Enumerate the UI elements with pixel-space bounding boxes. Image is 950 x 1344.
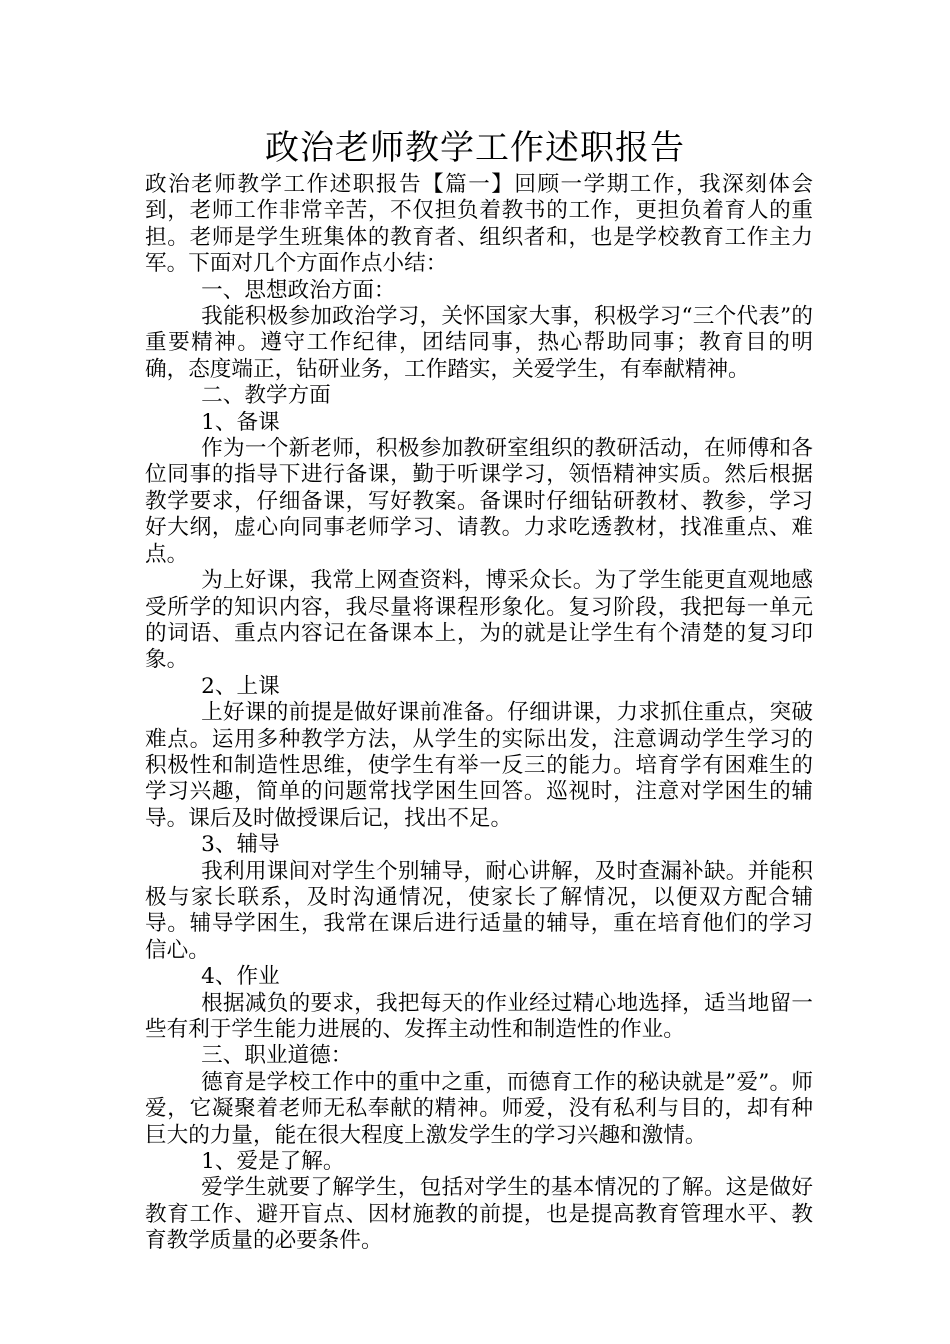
- document-title: 政治老师教学工作述职报告: [265, 128, 685, 168]
- subheading-love-understanding: 1、爱是了解。: [201, 1149, 345, 1175]
- section-heading-ethics: 三、职业道德：: [201, 1043, 353, 1069]
- section-heading-ideology: 一、思想政治方面：: [201, 277, 396, 303]
- document-body: [145, 172, 813, 1255]
- paragraph-love-understanding: 爱学生就要了解学生，包括对学生的基本情况的了解。这是做好教育工作、避开盲点、因材施教的前提，也是提高教育管理水平、教育教学质量的必要条件。: [145, 1175, 813, 1254]
- paragraph-homework: 根据减负的要求，我把每天的作业经过精心地选择，适当地留一些有利于学生能力进展的、发挥主动性和制造性的作业。: [145, 990, 813, 1042]
- paragraph-lesson-prep-1: 作为一个新老师，积极参加教研室组织的教研活动，在师傅和各位同事的指导下进行备课，勤于听课学习，领悟精神实质。然后根据教学要求，仔细备课，写好教案。备课时仔细钻研教材、教参，学习好大纲，虚心向同事老师学习、请教。力求吃透教材，找准重点、难点。: [145, 436, 813, 567]
- section-paragraph-ethics: 德育是学校工作中的重中之重，而德育工作的秘诀就是”爱”。师爱，它凝聚着老师无私奉献的精神。师爱，没有私利与目的，却有种巨大的力量，能在很大程度上激发学生的学习兴趣和激情。: [145, 1069, 813, 1148]
- section-heading-teaching: 二、教学方面: [201, 383, 331, 409]
- subheading-class: 2、上课: [201, 673, 280, 699]
- paragraph-lesson-prep-2: 为上好课，我常上网查资料，博采众长。为了学生能更直观地感受所学的知识内容，我尽量将课程形象化。复习阶段，我把每一单元的词语、重点内容记在备课本上，为的就是让学生有个清楚的复习印象。: [145, 568, 813, 673]
- paragraph-tutoring: 我利用课间对学生个别辅导，耐心讲解，及时查漏补缺。并能积极与家长联系，及时沟通情况，使家长了解情况，以便双方配合辅导。辅导学困生，我常在课后进行适量的辅导，重在培育他们的学习信心。: [145, 858, 813, 963]
- subheading-lesson-prep: 1、备课: [201, 409, 280, 435]
- subheading-tutoring: 3、辅导: [201, 832, 280, 858]
- paragraph-class: 上好课的前提是做好课前准备。仔细讲课，力求抓住重点，突破难点。运用多种教学方法，从学生的实际出发，注意调动学生学习的积极性和制造性思维，使学生有举一反三的能力。培育学有困难生的学习兴趣，简单的问题常找学困生回答。巡视时，注意对学困生的辅导。课后及时做授课后记，找出不足。: [145, 700, 813, 831]
- subheading-homework: 4、作业: [201, 964, 280, 990]
- section-paragraph-ideology: 我能积极参加政治学习，关怀国家大事，积极学习“三个代表”的重要精神。遵守工作纪律，团结同事，热心帮助同事；教育目的明确，态度端正，钻研业务，工作踏实，关爱学生，有奉献精神。: [145, 304, 813, 382]
- intro-paragraph: 政治老师教学工作述职报告【篇一】回顾一学期工作，我深刻体会到，老师工作非常辛苦，不仅担负着教书的工作，更担负着育人的重担。老师是学生班集体的教育者、组织者和，也是学校教育工作主力军。下面对几个方面作点小结：: [145, 172, 813, 277]
